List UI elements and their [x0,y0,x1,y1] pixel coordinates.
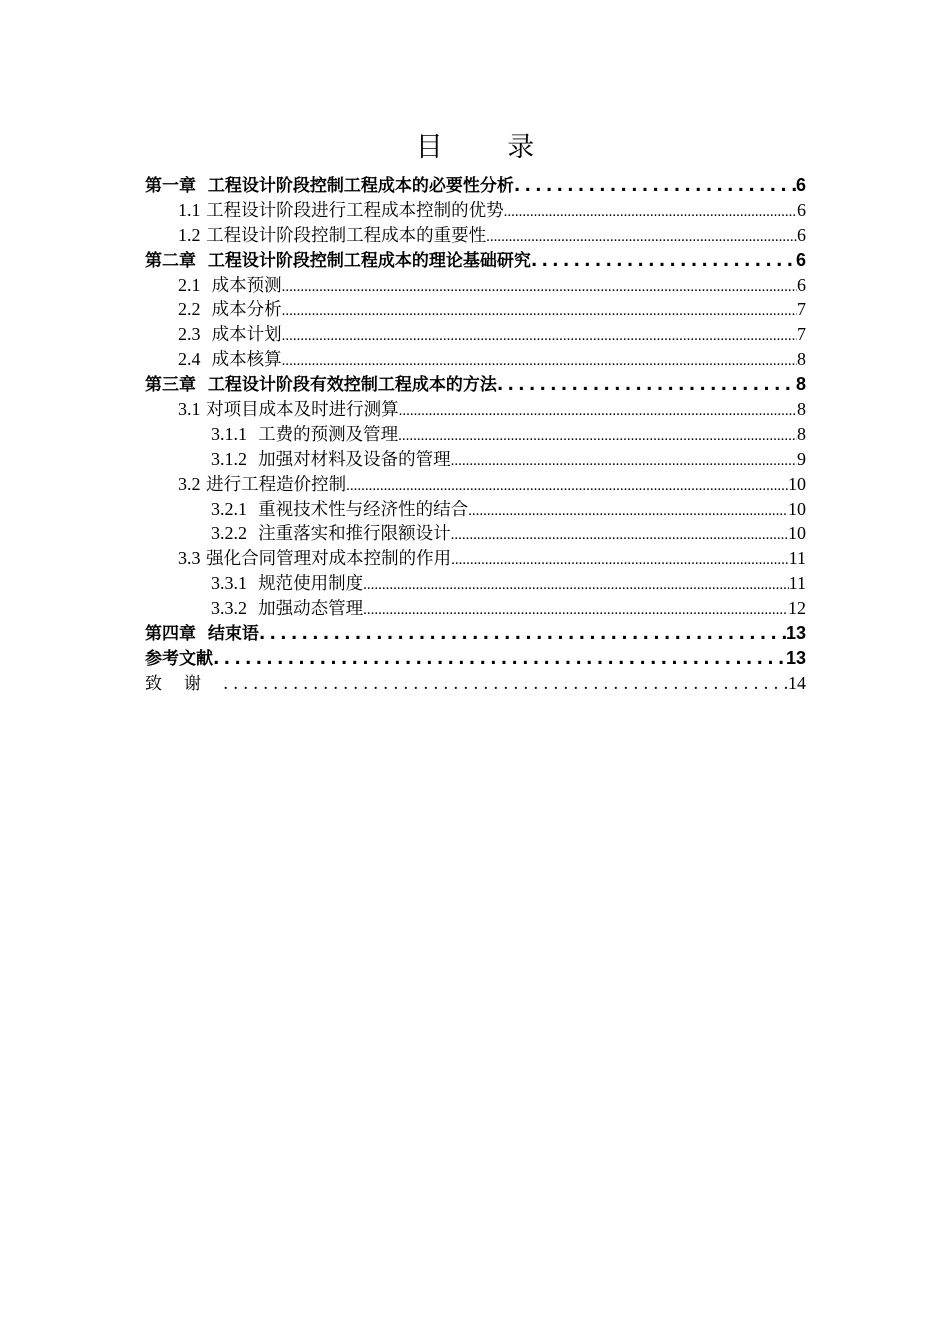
toc-subsection-entry[interactable] [145,571,806,596]
toc-entry-label: 加强动态管理 [258,599,364,620]
toc-dot-leader [451,523,788,546]
toc-page-number: 10 [788,473,806,494]
toc-page-number: 6 [797,224,806,245]
toc-entry-label: 工程设计阶段有效控制工程成本的方法 [207,375,497,396]
toc-entry-heading [211,521,451,546]
toc-page-number: 8 [795,374,806,395]
toc-dot-leader [363,598,788,621]
toc-entry-label: 对项目成本及时进行测算 [206,400,399,421]
toc-entry-heading [145,249,531,273]
toc-entry-heading [178,472,346,497]
toc-entry-label: 强化合同管理对成本控制的作用 [206,549,452,570]
toc-entry-heading [178,397,399,422]
toc-entry-gap [247,450,258,470]
toc-entry-heading [178,297,282,322]
toc-entry-number: 1.2 [178,224,201,245]
toc-entry-number: 3.3.2 [211,598,247,619]
toc-section-entry[interactable] [145,297,806,322]
toc-entry-label: 工程设计阶段控制工程成本的重要性 [206,225,487,246]
toc-entry-gap [196,624,208,644]
toc-page-number: 12 [788,598,806,619]
toc-page-number: 11 [788,548,806,569]
toc-page-number: 6 [797,199,806,220]
toc-entry-number: 2.2 [178,299,201,320]
toc-entry-gap [201,300,212,320]
toc-entry-gap [201,350,212,370]
toc-entry-number: 1.1 [178,199,201,220]
toc-dot-leader [504,200,797,223]
toc-entry-gap [201,325,212,345]
toc-section-entry[interactable] [145,198,806,223]
toc-entry-label: 加强对材料及设备的管理 [258,449,451,470]
toc-section-entry[interactable] [145,397,806,422]
toc-page-number: 6 [795,175,806,195]
toc-entry-label: 工程设计阶段进行工程成本控制的优势 [206,200,504,221]
toc-page-number: 13 [785,623,806,644]
toc-section-entry[interactable] [145,546,806,571]
toc-page-number: 6 [797,274,806,295]
toc-entry-gap [247,425,258,445]
toc-entry-number: 第二章 [145,250,196,271]
toc-entry-number: 3.3.1 [211,573,247,594]
toc-entry-gap [196,375,208,395]
toc-page-number: 10 [788,498,806,519]
toc-chapter-entry[interactable] [145,173,806,198]
toc-entry-number: 3.2.2 [211,523,247,544]
toc-entry-heading [211,571,363,596]
toc-entry-heading [178,198,504,223]
toc-entry-gap [247,524,258,544]
toc-entry-number: 3.1.1 [211,423,247,444]
toc-entry-heading [145,373,497,397]
toc-dot-leader [514,174,796,198]
toc-entry-number: 2.4 [178,349,201,370]
toc-entry-heading [178,322,282,347]
toc-dot-leader [398,424,797,447]
toc-dot-leader [451,548,789,571]
toc-entry-label: 致谢 [145,673,223,694]
toc-section-entry[interactable] [145,472,806,497]
toc-entry-label: 规范使用制度 [258,574,364,595]
toc-subsection-entry[interactable] [145,447,806,472]
toc-entry-heading [145,672,223,696]
toc-entry-label: 成本分析 [211,300,282,321]
toc-entry-number: 2.3 [178,324,201,345]
toc-entry-label: 结束语 [207,624,259,645]
toc-dot-leader [497,373,796,397]
toc-dot-leader [531,249,796,273]
toc-entry-number: 第四章 [145,624,196,645]
toc-entry-number: 3.2 [178,473,201,494]
toc-entry-heading [211,422,398,447]
toc-subsection-entry[interactable] [145,596,806,621]
toc-dot-leader [346,474,788,497]
toc-dot-leader [282,275,797,298]
toc-entry-heading [178,223,486,248]
toc-entry-label: 工费的预测及管理 [258,424,399,445]
toc-entry-label: 参考文献 [145,648,213,669]
toc-page-number: 9 [797,448,806,469]
toc-page-number: 6 [795,249,806,270]
toc-entry-heading [211,596,363,621]
toc-dot-leader [486,225,797,248]
toc-entry-heading [145,647,213,671]
toc-subsection-entry[interactable] [145,422,806,447]
toc-dot-leader [259,622,786,646]
toc-dot-leader [282,324,797,347]
toc-entry-label: 工程设计阶段控制工程成本的必要性分析 [207,176,514,196]
toc-entry-label: 成本核算 [211,350,282,371]
toc-section-entry[interactable] [145,223,806,248]
toc-entry-gap [247,500,258,520]
toc-entry-gap [201,276,212,296]
toc-entry-label: 重视技术性与经济性的结合 [258,499,469,520]
toc-entry-heading [211,447,451,472]
toc-entry-gap [196,176,208,196]
toc-entry-gap [247,599,258,619]
toc-page-number: 10 [788,523,806,544]
toc-entry-label: 成本预测 [211,275,282,296]
toc-chapter-entry[interactable] [145,621,806,646]
toc-chapter-entry[interactable] [145,646,806,671]
toc-dot-leader [451,449,797,472]
toc-page-number: 7 [797,299,806,320]
toc-entry-label: 注重落实和推行限额设计 [258,524,451,545]
toc-dot-leader [282,349,797,372]
toc-page-number: 8 [797,349,806,370]
toc-subsection-entry[interactable] [145,521,806,546]
toc-entry-label: 工程设计阶段控制工程成本的理论基础研究 [207,250,531,271]
toc-entry-number: 3.1.2 [211,448,247,469]
toc-entry-label: 进行工程造价控制 [206,474,347,495]
toc-chapter-entry[interactable] [145,372,806,397]
toc-entry-number: 3.3 [178,548,201,569]
toc-page-number: 14 [788,672,806,693]
toc-entry-heading [145,174,514,198]
toc-entry-number: 3.1 [178,399,201,420]
toc-entry-heading [178,273,282,298]
toc-dot-leader [468,499,788,522]
toc-chapter-entry[interactable] [145,671,806,696]
toc-chapter-entry[interactable] [145,248,806,273]
toc-page-number: 13 [785,647,806,668]
toc-entry-number: 第三章 [145,375,196,396]
toc-entry-number: 2.1 [178,274,201,295]
toc-page-number: 11 [788,573,806,594]
toc-entry-number: 3.2.1 [211,498,247,519]
toc-section-entry[interactable] [145,347,806,372]
toc-entry-number: 第一章 [145,176,196,196]
toc-page-number: 8 [797,423,806,444]
toc-entry-gap [247,574,258,594]
toc-entry-heading [178,546,451,571]
toc-title: 目 录 [415,132,563,163]
toc-section-entry[interactable] [145,322,806,347]
toc-dot-leader [223,672,788,696]
toc-dot-leader [282,299,797,322]
toc-dot-leader [363,573,789,596]
toc-section-entry[interactable] [145,273,806,298]
toc-list [145,173,806,696]
toc-dot-leader [213,647,786,671]
toc-page-number: 7 [797,324,806,345]
toc-entry-heading [145,622,259,646]
toc-dot-leader [399,399,797,422]
toc-entry-heading [178,347,282,372]
toc-page-number: 8 [797,399,806,420]
toc-entry-heading [211,497,468,522]
toc-entry-gap [196,251,208,271]
toc-subsection-entry[interactable] [145,497,806,522]
toc-entry-label: 成本计划 [211,325,282,346]
